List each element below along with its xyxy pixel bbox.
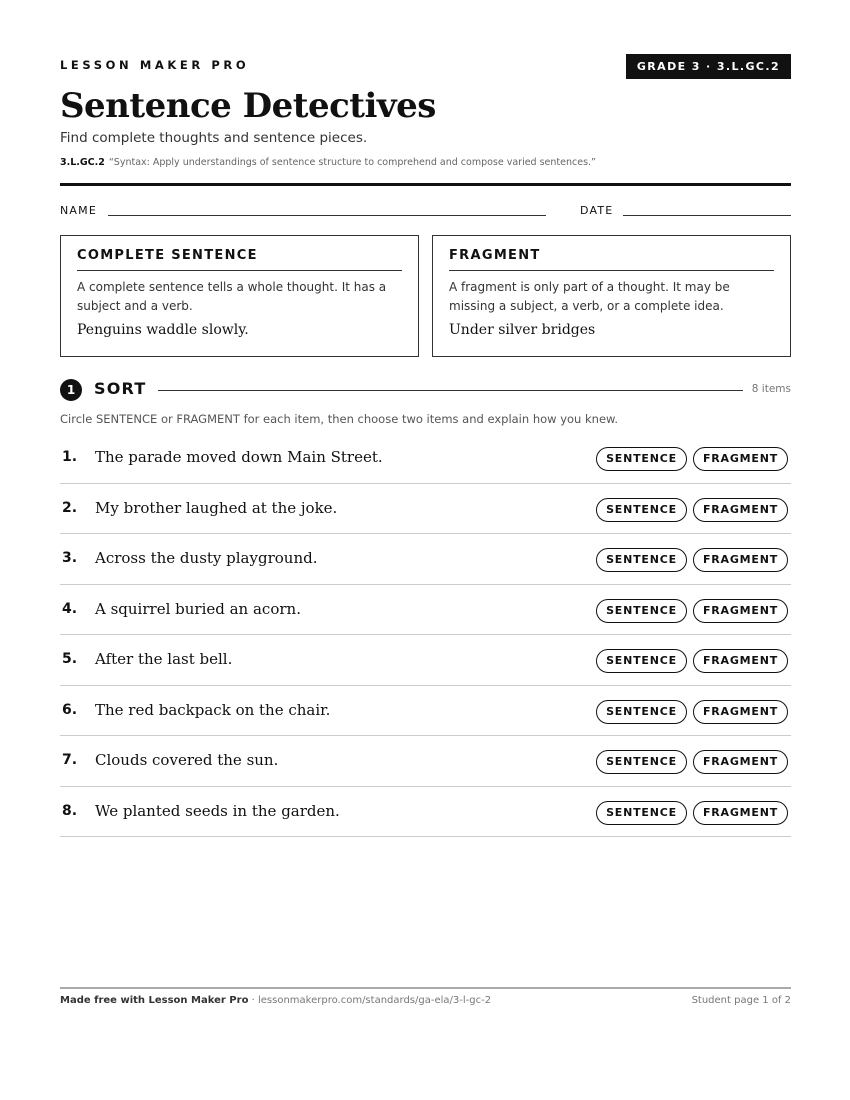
fragment-option[interactable]: FRAGMENT [693,548,788,572]
sentence-option[interactable]: SENTENCE [596,700,687,724]
item-number: 8. [62,802,78,819]
standard-line [60,157,596,168]
sentence-option[interactable]: SENTENCE [596,447,687,471]
fragment-option[interactable]: FRAGMENT [693,700,788,724]
item-number: 3. [62,550,78,566]
definition-example: Penguins waddle slowly. [77,322,249,338]
standard-code: 3.L.GC.2 [60,157,105,168]
definition-heading: COMPLETE SENTENCE [77,248,402,271]
definition-box-fragment [432,235,791,357]
list-item [60,736,791,787]
footer-url: · lessonmakerpro.com/standards/ga-ela/3-l-gc-2 [248,995,492,1006]
footer-credit [60,995,491,1006]
section-title: SORT [94,379,147,398]
page-subtitle: Find complete thoughts and sentence pieces. [60,130,368,146]
list-item [60,635,791,686]
sentence-option[interactable]: SENTENCE [596,498,687,522]
fragment-option[interactable]: FRAGMENT [693,801,788,825]
item-number: 2. [62,499,78,516]
item-number: 5. [62,651,78,667]
list-item [60,585,791,636]
section-number-badge: 1 [60,379,82,401]
sentence-option[interactable]: SENTENCE [596,548,687,572]
item-number: 7. [62,752,78,768]
standard-text: “Syntax: Apply understandings of sentence structure to comprehend and compose varied sentences.” [108,157,596,168]
definition-example: Under silver bridges [449,322,596,338]
item-list [60,433,791,837]
footer-divider [60,987,791,989]
list-item [60,787,791,838]
item-text: The parade moved down Main Street. [95,448,383,466]
item-text: A squirrel buried an acorn. [95,599,301,618]
item-text: Clouds covered the sun. [95,751,279,769]
section-header [60,378,791,402]
list-item [60,433,791,484]
section-instructions: Circle SENTENCE or FRAGMENT for each item, then choose two items and explain how you knew. [60,412,619,426]
fragment-option[interactable]: FRAGMENT [693,447,788,471]
fragment-option[interactable]: FRAGMENT [693,750,788,774]
date-field[interactable] [623,215,791,216]
header-divider [60,183,791,186]
item-number: 4. [62,600,78,617]
name-label: NAME [60,204,97,217]
sentence-option[interactable]: SENTENCE [596,599,687,623]
item-text: Across the dusty playground. [95,549,318,567]
sentence-option[interactable]: SENTENCE [596,801,687,825]
item-count: 8 items [751,383,791,395]
list-item [60,686,791,737]
fragment-option[interactable]: FRAGMENT [693,498,788,522]
grade-badge: GRADE 3 · 3.L.GC.2 [626,54,791,79]
definition-text: A fragment is only part of a thought. It may be missing a subject, a verb, or a complete idea. [449,280,730,313]
item-text: We planted seeds in the garden. [95,801,340,820]
item-text: My brother laughed at the joke. [95,498,338,517]
definition-box-sentence [60,235,419,357]
item-text: The red backpack on the chair. [95,700,331,719]
worksheet-page [60,0,791,1100]
date-label: DATE [580,204,614,217]
fragment-option[interactable]: FRAGMENT [693,649,788,673]
page-number: Student page 1 of 2 [691,995,791,1006]
sentence-option[interactable]: SENTENCE [596,750,687,774]
definition-text: A complete sentence tells a whole thought. It has a subject and a verb. [77,280,387,313]
definition-heading: FRAGMENT [449,248,774,271]
name-field[interactable] [108,215,546,216]
list-item [60,534,791,585]
section-divider [158,390,743,391]
fragment-option[interactable]: FRAGMENT [693,599,788,623]
page-title: Sentence Detectives [60,86,436,126]
footer-made-with: Made free with Lesson Maker Pro [60,995,249,1006]
brand-name: LESSON MAKER PRO [60,58,250,72]
item-text: After the last bell. [95,650,233,668]
list-item [60,484,791,535]
sentence-option[interactable]: SENTENCE [596,649,687,673]
item-number: 6. [62,701,78,718]
item-number: 1. [62,449,78,465]
